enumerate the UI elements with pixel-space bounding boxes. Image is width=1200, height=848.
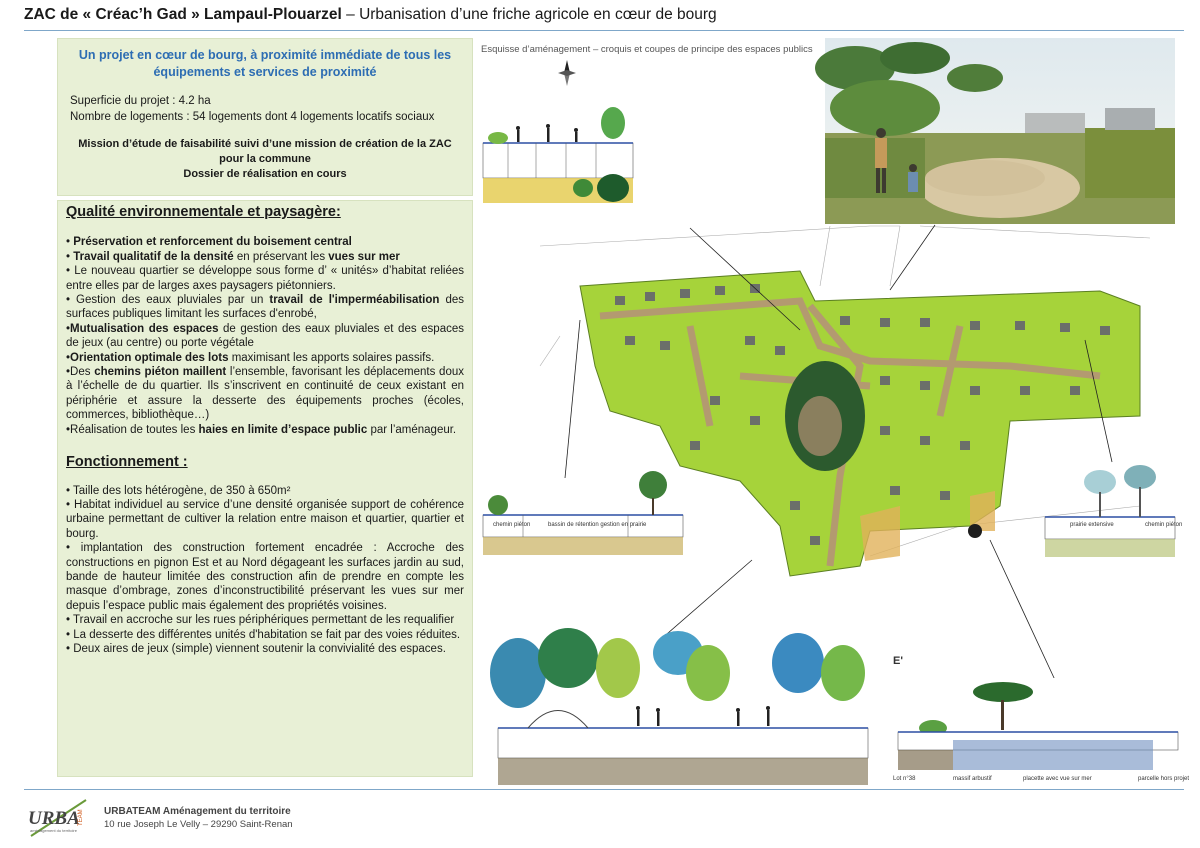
bullet-dot: • [66, 628, 71, 641]
bottom-divider [24, 789, 1184, 790]
bullet-text: Travail qualitatif de la densité [73, 250, 234, 263]
heading-qualite: Qualité environnementale et paysagère: [66, 204, 341, 220]
bullet-dot: • [66, 642, 71, 655]
section-label: parcelle hors projet [1138, 776, 1190, 782]
bullet-text: l’ensemble, favorisant les déplacements doux à l’échelle de du quartier. Ils s’inscrivent en continuité de ceux existant en périphérie et assure la desserte des équipements proches (écoles, commerces, bibliothèque…) [66, 366, 464, 422]
section-sketch-bottom [478, 628, 883, 788]
bullet-text: Réalisation de toutes les [70, 423, 199, 436]
bullet-text: Mutualisation des espaces [70, 322, 219, 335]
bullet-text: vues sur mer [328, 250, 400, 263]
logo-text: URBA [28, 808, 80, 829]
bullet-dot: • [66, 484, 71, 497]
intro-headline: Un projet en cœur de bourg, à proximité immédiate de tous les équipements et services de proximité [78, 48, 452, 79]
section-label: prairie extensive [1070, 522, 1114, 528]
bullet-text: en préservant les [233, 250, 329, 263]
bullet-text: travail de l'imperméabilisation [269, 294, 440, 307]
bullet-text: Deux aires de jeux (simple) viennent soutenir la convivialité des espaces. [73, 642, 446, 655]
bullet-text: implantation des construction fortement encadrée : Accroche des constructions en pignon Est et au Nord dégageant les surfaces jardin au sud, bande de hauteur limitée des construction afin de prendre en compte les masque d’ombrage, zones d’inconstructibilité préservant les vues sur mer depuis l’espace public mais également des propriétés voisines. [66, 542, 464, 612]
bullet-text: des surfaces publiques limitant les surfaces d'enrobé, [66, 294, 464, 321]
bullet-dot: • [66, 423, 71, 436]
heading-fonctionnement: Fonctionnement : [66, 454, 188, 471]
bullet-text: Le nouveau quartier se développe sous forme d’ « unités» d’habitat reliées entre elles par de larges axes paysagers piétonniers. [66, 265, 464, 292]
company-address: 10 rue Joseph Le Velly – 29290 Saint-Renan [104, 819, 293, 830]
section-label: massif arbustif [953, 776, 992, 782]
mission-line-1: Mission d’étude de faisabilité suivi d’une mission de création de la ZAC [78, 138, 452, 150]
section-label: placette avec vue sur mer [1023, 776, 1092, 782]
sketch-caption: Esquisse d’aménagement – croquis et coupes de principe des espaces publics [481, 44, 813, 55]
bullet-dot: • [66, 498, 71, 511]
section-mark: E' [893, 655, 903, 667]
bullet-dot: • [66, 366, 71, 379]
company-name: URBATEAM Aménagement du territoire [104, 806, 291, 817]
bullet-dot: • [66, 294, 71, 307]
bullet-dot: • [66, 322, 71, 335]
bullet-text: chemins piéton maillent [94, 366, 227, 379]
bullet-text: Habitat individuel au service d’une densité organisée support de cohérence urbaine permettant de cultiver la relation entre maison et quartier, quartier et bourg. [66, 498, 464, 540]
page-title-main: ZAC de « Créac’h Gad » Lampaul-Plouarzel [24, 6, 342, 23]
housing-count: Nombre de logements : 54 logements dont 4 logements locatifs sociaux [70, 111, 435, 123]
bullet-text: Orientation optimale des lots [70, 351, 229, 364]
bullet-text: haies en limite d’espace public [198, 423, 368, 436]
section-sketch-right [1040, 462, 1183, 567]
section-label: chemin piéton [1145, 522, 1183, 528]
logo-side-text: TEAM [78, 809, 84, 826]
page-title-sub: – Urbanisation d’une friche agricole en cœur de bourg [341, 6, 717, 23]
bullet-text: Travail en accroche sur les rues périphériques permettant de les requalifier [73, 614, 455, 627]
mission-line-2: pour la commune [219, 153, 311, 165]
section-label: chemin piéton [493, 522, 531, 528]
section-sketch-sea-view [893, 670, 1190, 790]
bullet-dot: • [66, 265, 71, 278]
logo-tagline: aménagement du territoire [30, 828, 77, 833]
bullet-text: par l’aménageur. [367, 423, 457, 436]
bullet-text: La desserte des différentes unités d'habitation se fait par des voies réduites. [73, 628, 461, 641]
bullet-dot: • [66, 542, 71, 555]
bullet-dot: • [66, 614, 71, 627]
mission-line-3: Dossier de réalisation en cours [183, 168, 347, 180]
section-label: bassin de rétention gestion en prairie [548, 522, 647, 528]
bullet-dot: • [66, 250, 71, 263]
bullet-text: Préservation et renforcement du boisement central [73, 236, 352, 249]
bullet-text: Gestion des eaux pluviales par un [76, 294, 270, 307]
bullet-dot: • [66, 236, 71, 249]
section-label: Lot n°38 [893, 776, 916, 782]
project-surface: Superficie du projet : 4.2 ha [70, 95, 211, 107]
bullet-text: maximisant les apports solaires passifs. [228, 351, 435, 364]
bullet-text: Taille des lots hétérogène, de 350 à 650m² [73, 484, 291, 497]
bullet-text: Des [70, 366, 95, 379]
bullet-dot: • [66, 351, 71, 364]
section-sketch-left [478, 470, 688, 570]
bullet-text: de gestion des eaux pluviales et des espaces de jeux (au centre) ou porte végétale [66, 322, 464, 350]
urbateam-logo [26, 796, 96, 840]
